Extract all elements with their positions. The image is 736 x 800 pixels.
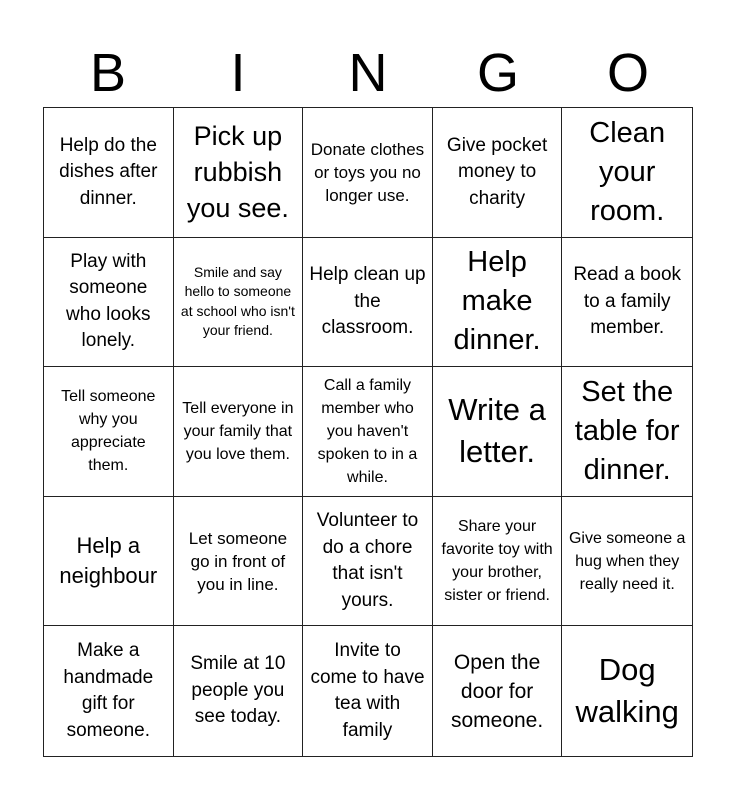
bingo-cell-r1c5[interactable] <box>562 108 692 238</box>
bingo-cell-r4c4[interactable] <box>433 497 563 627</box>
cell-text: Clean your room. <box>589 116 666 227</box>
bingo-cell-r1c1[interactable] <box>44 108 174 238</box>
cell-text: Tell someone why you appreciate them. <box>61 388 156 475</box>
cell-text: Donate clothes or toys you no longer use. <box>310 139 425 205</box>
bingo-cell-r2c5[interactable] <box>562 238 692 368</box>
cell-text: Help do the dishes after dinner. <box>59 134 158 209</box>
cell-text: Help clean up the classroom. <box>309 264 426 339</box>
bingo-cell-r2c1[interactable] <box>44 238 174 368</box>
cell-text: Let someone go in front of you in line. <box>188 528 288 594</box>
cell-text: Write a letter. <box>448 392 546 470</box>
bingo-cell-r1c3[interactable] <box>303 108 433 238</box>
bingo-cell-r2c3[interactable] <box>303 238 433 368</box>
cell-text: Share your favorite toy with your brother, sister or friend. <box>441 518 553 605</box>
bingo-cell-r3c1[interactable] <box>44 367 174 497</box>
bingo-cell-r3c2[interactable] <box>174 367 304 497</box>
cell-text: Volunteer to do a chore that isn't yours. <box>316 510 419 611</box>
cell-text: Open the door for someone. <box>450 650 544 732</box>
cell-text: Pick up rubbish you see. <box>186 121 289 224</box>
bingo-cell-r4c2[interactable] <box>174 497 304 627</box>
cell-text: Dog walking <box>575 652 679 730</box>
bingo-cell-r3c5[interactable] <box>562 367 692 497</box>
bingo-cell-r5c3[interactable] <box>303 626 433 756</box>
header-letter-g: G <box>476 43 519 103</box>
bingo-cell-r1c4[interactable] <box>433 108 563 238</box>
cell-text: Smile at 10 people you see today. <box>190 653 286 728</box>
cell-text: Give pocket money to charity <box>446 134 548 209</box>
header-letter-b: B <box>89 43 127 103</box>
bingo-board <box>43 107 693 757</box>
cell-text: Make a handmade gift for someone. <box>63 640 154 741</box>
bingo-cell-r4c5[interactable] <box>562 497 692 627</box>
cell-text: Smile and say hello to someone at school who isn't your friend. <box>180 263 295 339</box>
bingo-header <box>43 40 693 106</box>
cell-text: Play with someone who looks lonely. <box>66 250 151 352</box>
cell-text: Set the table for dinner. <box>574 375 680 486</box>
cell-text: Invite to come to have tea with family <box>310 640 425 741</box>
bingo-cell-r5c4[interactable] <box>433 626 563 756</box>
bingo-cell-r4c1[interactable] <box>44 497 174 627</box>
header-letter-o: O <box>606 43 649 103</box>
bingo-cell-r4c3[interactable] <box>303 497 433 627</box>
bingo-cell-r5c5[interactable] <box>562 626 692 756</box>
bingo-cell-r3c3[interactable] <box>303 367 433 497</box>
bingo-cell-r3c4[interactable] <box>433 367 563 497</box>
bingo-cell-r2c4[interactable] <box>433 238 563 368</box>
bingo-cell-r2c2[interactable] <box>174 238 304 368</box>
cell-text: Give someone a hug when they really need it. <box>568 529 686 593</box>
cell-text: Call a family member who you haven't spoken to in a while. <box>317 376 418 486</box>
cell-text: Read a book to a family member. <box>573 264 682 339</box>
cell-text: Help a neighbour <box>59 533 158 589</box>
cell-text: Tell everyone in your family that you love them. <box>182 399 294 463</box>
header-letter-i: I <box>230 43 246 103</box>
header-letter-n: N <box>348 43 388 103</box>
cell-text: Help make dinner. <box>453 246 541 357</box>
bingo-cell-r5c1[interactable] <box>44 626 174 756</box>
bingo-cell-r5c2[interactable] <box>174 626 304 756</box>
bingo-cell-r1c2[interactable] <box>174 108 304 238</box>
